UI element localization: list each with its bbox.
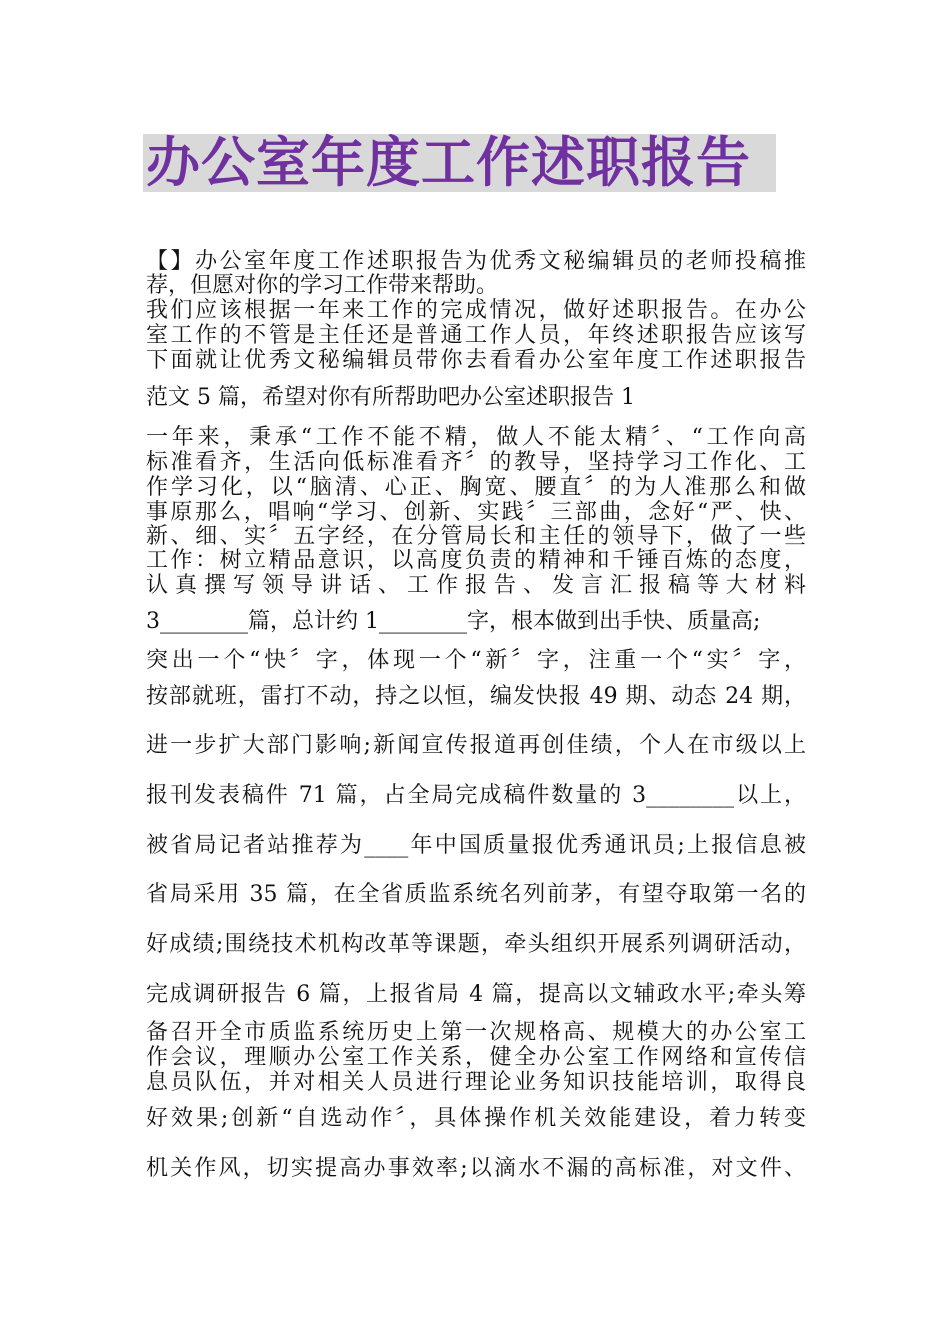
body-line: 突出一个“快〞字，体现一个“新〞字，注重一个“实〞字，: [146, 648, 806, 673]
body-line: 【】办公室年度工作述职报告为优秀文秘编辑员的老师投稿推: [146, 249, 806, 274]
body-line: 工作：树立精品意识，以高度负责的精神和千锤百炼的态度，: [146, 548, 806, 573]
body-line: 省局采用 35 篇，在全省质监系统名列前茅，有望夺取第一名的: [146, 882, 806, 907]
body-line: 被省局记者站推荐为____年中国质量报优秀通讯员;上报信息被: [146, 833, 806, 858]
body-line: 作学习化，以“脑清、心正、胸宽、腰直〞的为人准那么和做: [146, 475, 806, 500]
body-line: 新、细、实〞五字经，在分管局长和主任的领导下，做了一些: [146, 524, 806, 549]
body-line: 备召开全市质监系统历史上第一次规格高、规模大的办公室工: [146, 1020, 806, 1045]
document-title: 办公室年度工作述职报告: [146, 131, 751, 194]
body-line: 认真撰写领导讲话、工作报告、发言汇报稿等大材料: [146, 573, 806, 598]
body-line: 标准看齐，生活向低标准看齐〞的教导，坚持学习工作化、工: [146, 450, 806, 475]
body-line: 一年来，秉承“工作不能不精，做人不能太精〞、“工作向高: [146, 425, 806, 450]
body-line: 我们应该根据一年来工作的完成情况，做好述职报告。在办公: [146, 298, 806, 323]
body-line: 下面就让优秀文秘编辑员带你去看看办公室年度工作述职报告: [146, 348, 806, 373]
body-line: 息员队伍，并对相关人员进行理论业务知识技能培训，取得良: [146, 1070, 806, 1095]
body-line: 按部就班，雷打不动，持之以恒，编发快报 49 期、动态 24 期，: [146, 684, 806, 709]
body-line: 报刊发表稿件 71 篇，占全局完成稿件数量的 3________以上，: [146, 783, 806, 808]
body-line: 范文 5 篇，希望对你有所帮助吧办公室述职报告 1: [146, 385, 635, 410]
body-line: 好成绩;围绕技术机构改革等课题，牵头组织开展系列调研活动，: [146, 932, 806, 957]
body-line: 室工作的不管是主任还是普通工作人员，年终述职报告应该写: [146, 323, 806, 348]
body-line: 进一步扩大部门影响;新闻宣传报道再创佳绩，个人在市级以上: [146, 733, 806, 758]
body-line: 作会议，理顺办公室工作关系，健全办公室工作网络和宣传信: [146, 1045, 806, 1070]
body-line: 3________篇，总计约 1________字，根本做到出手快、质量高;: [146, 609, 761, 634]
body-line: 事原那么，唱响“学习、创新、实践〞三部曲，念好“严、快、: [146, 500, 806, 525]
body-line: 机关作风，切实提高办事效率;以滴水不漏的高标准，对文件、: [146, 1156, 806, 1181]
body-line: 荐，但愿对你的学习工作带来帮助。: [146, 273, 499, 298]
body-line: 完成调研报告 6 篇，上报省局 4 篇，提高以文辅政水平;牵头筹: [146, 982, 806, 1007]
body-line: 好效果;创新“自选动作〞，具体操作机关效能建设，着力转变: [146, 1106, 806, 1131]
